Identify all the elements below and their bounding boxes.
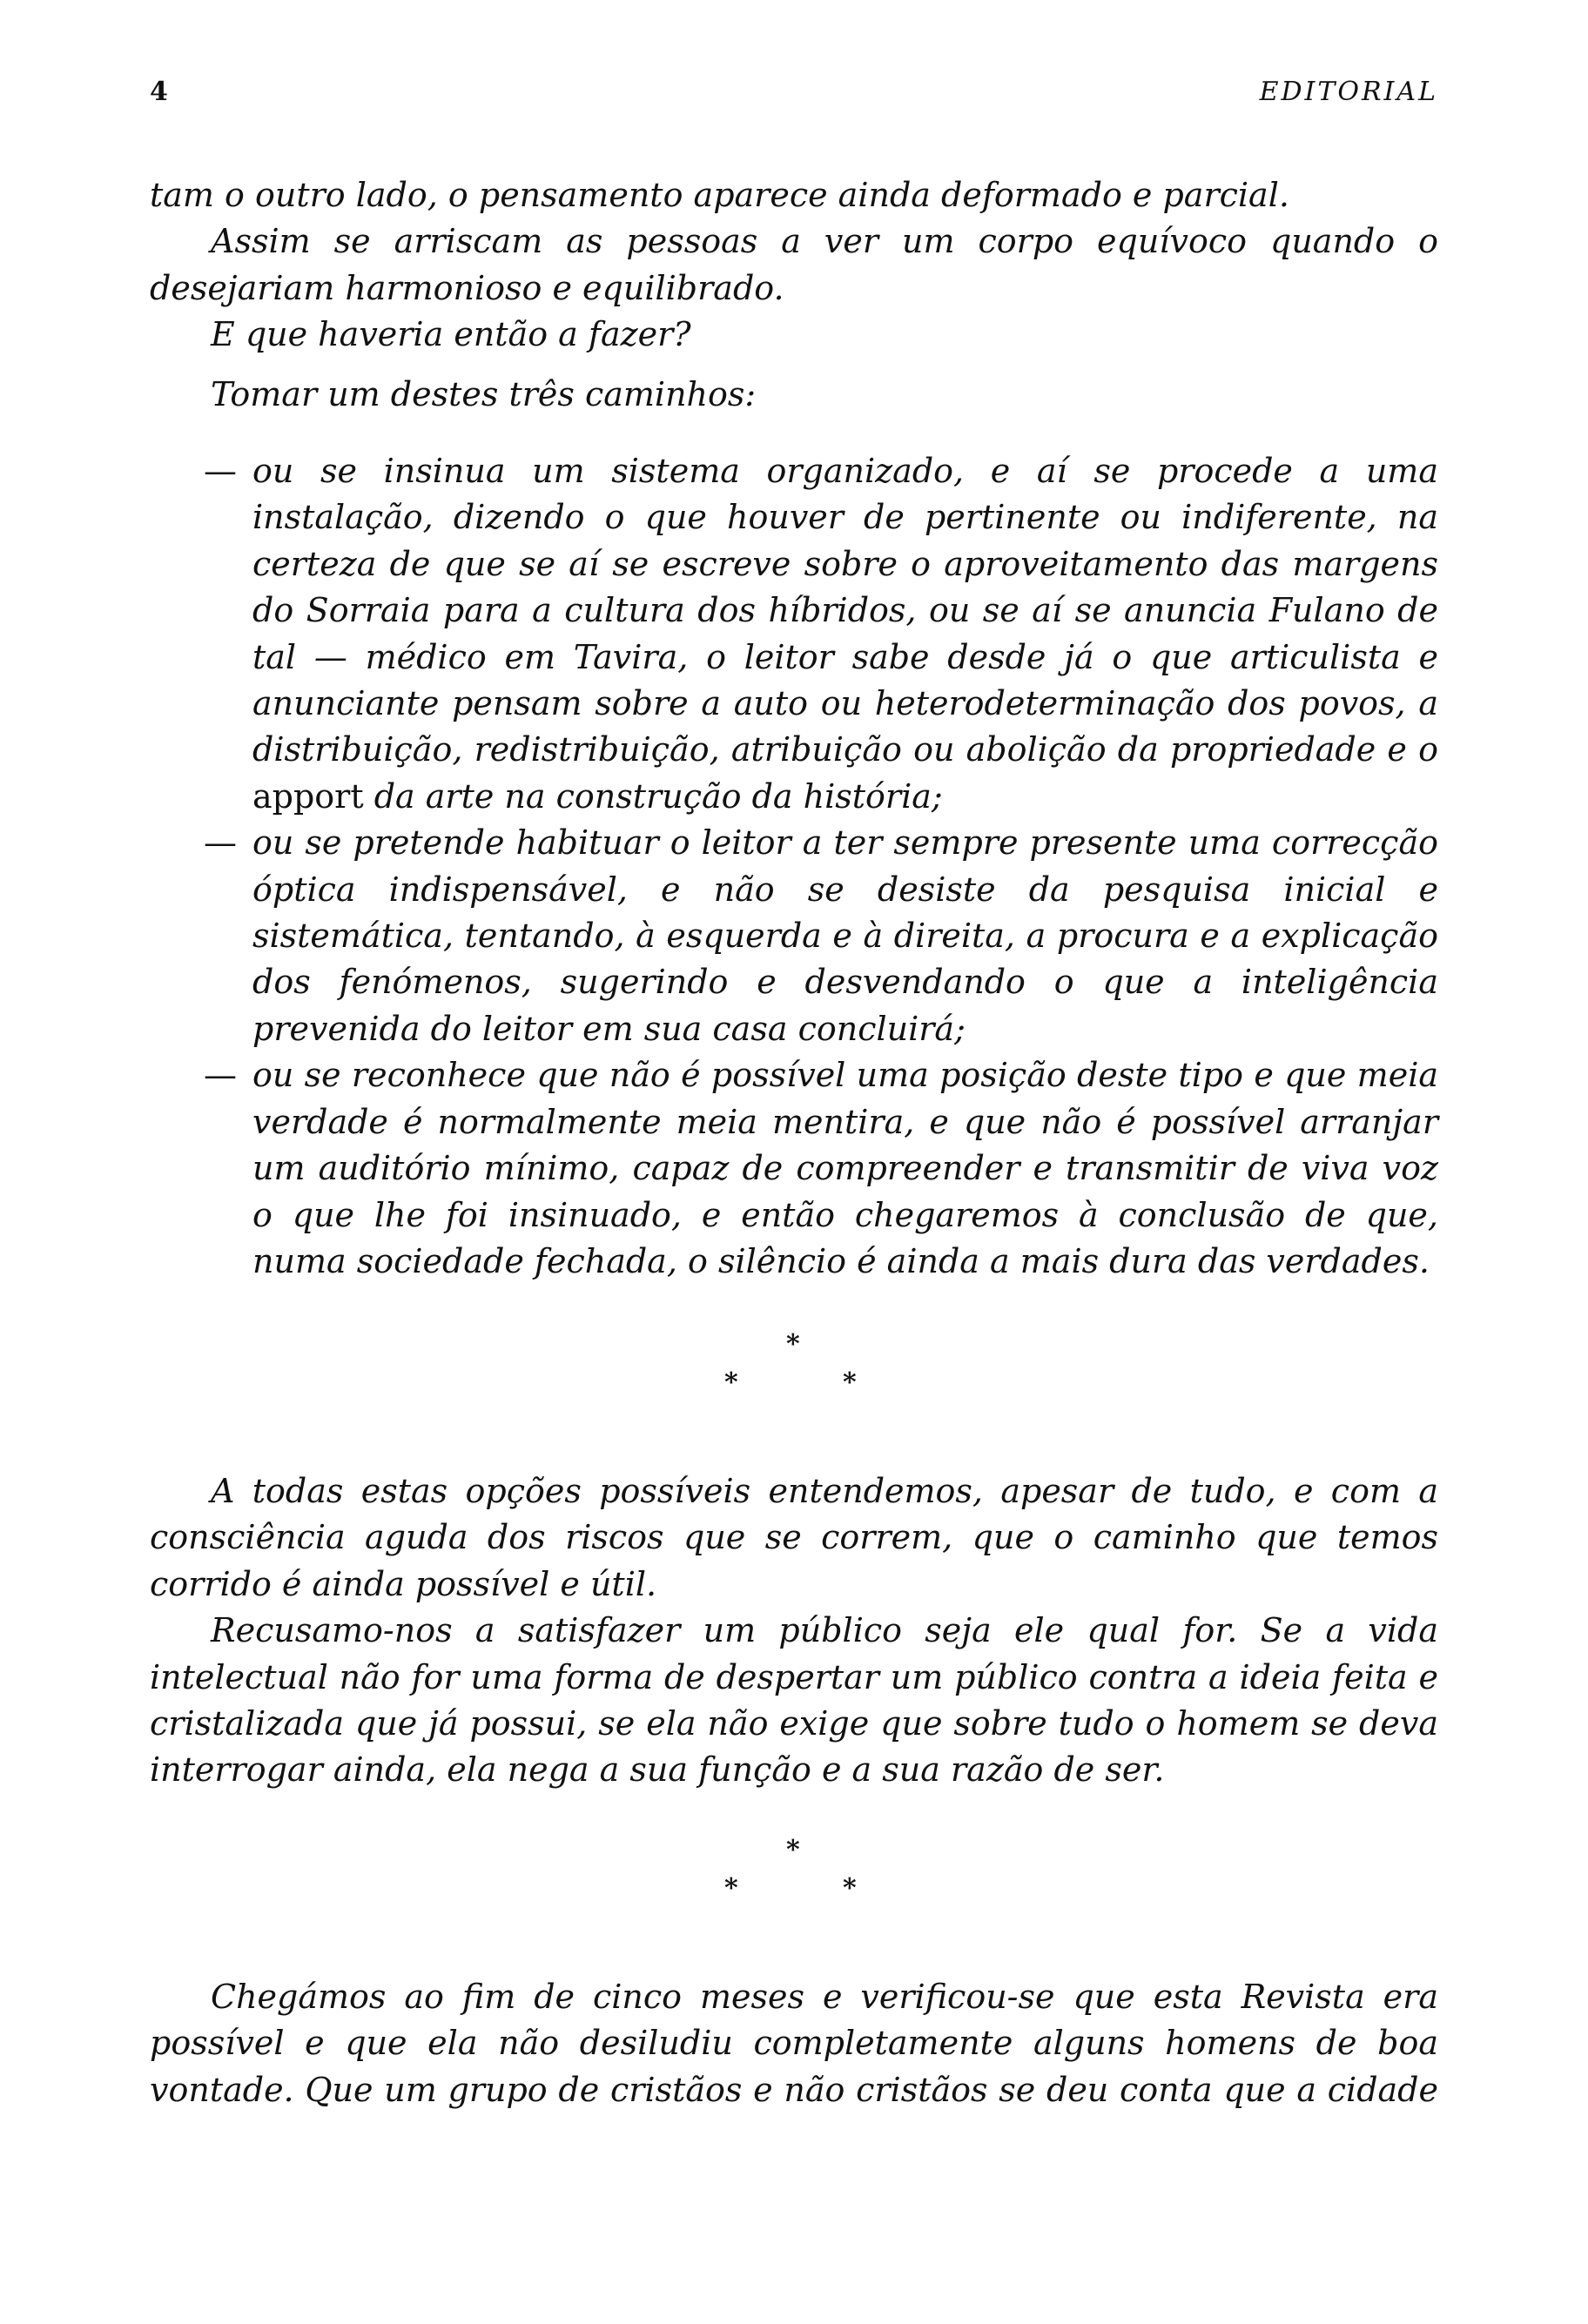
continuation-line: tam o outro lado, o pensamento aparece ainda deformado e parcial. (150, 176, 1289, 214)
asterisk: * (786, 1835, 800, 1865)
question-paragraph: E que haveria então a fazer? (211, 315, 691, 354)
options-list (150, 448, 1438, 1285)
intro-section (150, 172, 1438, 418)
list-item-text: ou se insinua um sistema organizado, e aí se procede a uma instalação, dizendo o que houver de pertinente ou indiferente, na certeza de que se aí se escreve sobre o aproveitamento das margens do Sorraia para a cultura dos híbridos, ou se aí se anuncia Fulano de tal — médico em Tavira, o leitor sabe desde já o que articulista e anunciante pensam sobre a auto ou heterodeterminação dos povos, a distribuição, redistribuição, atribuição ou abolição da propriedade e o (252, 452, 1438, 769)
list-item (150, 820, 1438, 1052)
paragraph: Recusamo-nos a satisfazer um público seja ele qual for. Se a vida intelectual não for uma forma de despertar um público contra a ideia feita e cristalizada que já possui, se ela não exige que sobre tudo o homem se deva interrogar ainda, ela nega a sua função e a sua razão de ser. (150, 1611, 1438, 1790)
section-three (150, 1974, 1438, 2113)
asterisk: * (843, 1873, 857, 1904)
list-item (150, 448, 1438, 820)
asterisk: * (724, 1367, 738, 1398)
list-item-text: ou se pretende habituar o leitor a ter sempre presente uma correcção óptica indispensável, e não se desiste da pesquisa inicial e sistemática, tentando, à esquerda e à direita, a procura e a explicação dos fenómenos, sugerindo e desvendando o que a inteligência prevenida do leitor em sua casa concluirá; (252, 823, 1438, 1048)
dash-marker: — (204, 452, 237, 490)
dash-marker: — (204, 823, 237, 863)
dash-marker: — (204, 1056, 237, 1095)
roman-word: apport (252, 776, 364, 816)
page-header (150, 77, 1438, 111)
list-item-text-end: da arte na construção da história; (373, 776, 943, 816)
list-item (150, 1052, 1438, 1285)
asterisk: * (724, 1873, 738, 1904)
section-separator (0, 1835, 1588, 1904)
section-two (150, 1468, 1438, 1794)
page-number: 4 (150, 77, 170, 107)
paragraph: Assim se arriscam as pessoas a ver um corpo equívoco quando o desejariam harmonioso e equilibrado. (150, 222, 1438, 307)
list-intro-paragraph: Tomar um destes três caminhos: (211, 374, 757, 413)
paragraph: Chegámos ao fim de cinco meses e verificou-se que esta Revista era possível e que ela não desiludiu completamente alguns homens de boa vontade. Que um grupo de cristãos e não cristãos se deu conta que a cidade (150, 1978, 1438, 2109)
asterisk: * (786, 1329, 800, 1360)
running-title: EDITORIAL (1259, 77, 1438, 107)
asterisk: * (843, 1367, 857, 1398)
list-item-text: ou se reconhece que não é possível uma posição deste tipo e que meia verdade é normalmente meia mentira, e que não é possível arranjar um auditório mínimo, capaz de compreender e transmitir de viva voz o que lhe foi insinuado, e então chegaremos à conclusão de que, numa sociedade fechada, o silêncio é ainda a mais dura das verdades. (252, 1056, 1438, 1280)
section-separator (0, 1329, 1588, 1399)
paragraph: A todas estas opções possíveis entendemos, apesar de tudo, e com a consciência aguda dos riscos que se correm, que o caminho que temos corrido é ainda possível e útil. (150, 1472, 1438, 1603)
